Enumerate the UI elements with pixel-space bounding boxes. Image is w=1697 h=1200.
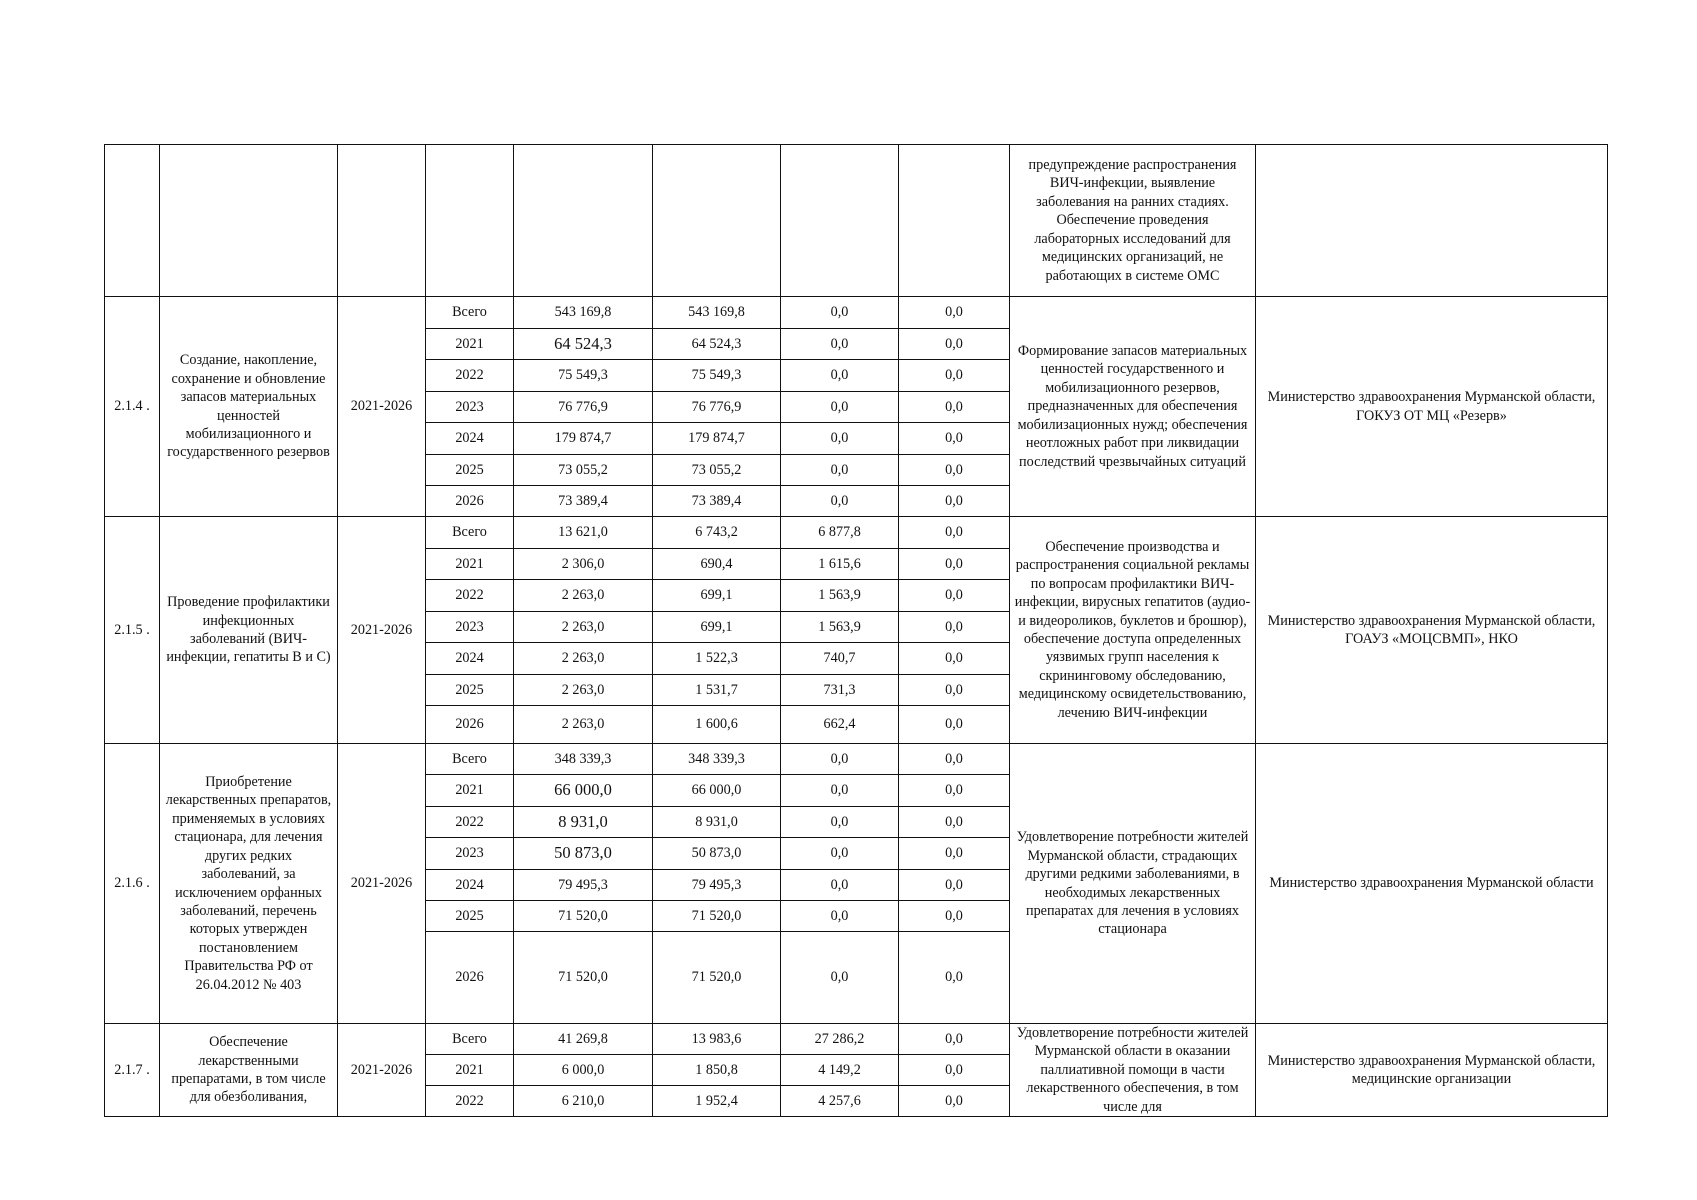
- year-cell: 2022: [426, 580, 514, 612]
- funding-cell: 0,0: [899, 643, 1010, 675]
- empty-cell: [653, 145, 781, 297]
- year-cell: 2026: [426, 486, 514, 517]
- funding-cell: 71 520,0: [653, 932, 781, 1024]
- total-cell: 66 000,0: [514, 775, 653, 807]
- expected-result: Удовлетворение потребности жителей Мурманской области в оказании паллиативной помощи в части лекарственного обеспечения, в том числе для: [1010, 1024, 1256, 1117]
- funding-cell: 0,0: [899, 838, 1010, 870]
- total-cell: 13 621,0: [514, 517, 653, 549]
- funding-cell: 0,0: [899, 360, 1010, 392]
- activity-name: Обеспечение лекарственными препаратами, в том числе для обезболивания,: [160, 1024, 338, 1117]
- funding-cell: 0,0: [899, 423, 1010, 455]
- funding-cell: 179 874,7: [653, 423, 781, 455]
- year-cell: 2025: [426, 675, 514, 706]
- funding-cell: 0,0: [899, 932, 1010, 1024]
- empty-cell: [105, 145, 160, 297]
- expected-result: предупреждение распространения ВИЧ-инфекции, выявление заболевания на ранних стадиях. Обеспечение проведения лабораторных исследований для медицинских организаций, не работающих в системе ОМС: [1010, 145, 1256, 297]
- table-row: [105, 517, 1608, 549]
- funding-cell: 73 389,4: [653, 486, 781, 517]
- year-cell: Всего: [426, 297, 514, 329]
- funding-cell: 1 563,9: [781, 580, 899, 612]
- funding-cell: 1 600,6: [653, 706, 781, 744]
- funding-cell: 71 520,0: [653, 901, 781, 932]
- funding-cell: 0,0: [899, 744, 1010, 775]
- funding-cell: 0,0: [899, 297, 1010, 329]
- funding-cell: 699,1: [653, 612, 781, 643]
- period: 2021-2026: [338, 1024, 426, 1117]
- year-cell: 2024: [426, 870, 514, 901]
- funding-cell: 0,0: [899, 580, 1010, 612]
- period: 2021-2026: [338, 744, 426, 1024]
- funding-cell: 0,0: [781, 775, 899, 807]
- funding-cell: 50 873,0: [653, 838, 781, 870]
- total-cell: 75 549,3: [514, 360, 653, 392]
- funding-cell: 0,0: [899, 1086, 1010, 1117]
- funding-cell: 1 952,4: [653, 1086, 781, 1117]
- funding-cell: 0,0: [899, 870, 1010, 901]
- empty-cell: [160, 145, 338, 297]
- total-cell: 6 000,0: [514, 1055, 653, 1086]
- funding-cell: 0,0: [899, 1024, 1010, 1055]
- funding-cell: 0,0: [781, 455, 899, 486]
- total-cell: 2 263,0: [514, 580, 653, 612]
- funding-cell: 0,0: [899, 675, 1010, 706]
- funding-cell: 73 055,2: [653, 455, 781, 486]
- funding-cell: 662,4: [781, 706, 899, 744]
- total-cell: 71 520,0: [514, 901, 653, 932]
- funding-cell: 0,0: [781, 870, 899, 901]
- funding-cell: 543 169,8: [653, 297, 781, 329]
- funding-cell: 0,0: [781, 486, 899, 517]
- empty-cell: [338, 145, 426, 297]
- total-cell: 2 263,0: [514, 643, 653, 675]
- year-cell: 2026: [426, 932, 514, 1024]
- table-row: [105, 744, 1608, 775]
- total-cell: 64 524,3: [514, 329, 653, 360]
- year-cell: 2025: [426, 901, 514, 932]
- total-cell: 41 269,8: [514, 1024, 653, 1055]
- year-cell: 2023: [426, 612, 514, 643]
- executor: Министерство здравоохранения Мурманской области, ГОКУЗ ОТ МЦ «Резерв»: [1256, 297, 1608, 517]
- funding-cell: 0,0: [781, 838, 899, 870]
- total-cell: 179 874,7: [514, 423, 653, 455]
- funding-cell: 0,0: [899, 455, 1010, 486]
- funding-cell: 8 931,0: [653, 807, 781, 838]
- year-cell: 2026: [426, 706, 514, 744]
- total-cell: 6 210,0: [514, 1086, 653, 1117]
- executor: Министерство здравоохранения Мурманской области, медицинские организации: [1256, 1024, 1608, 1117]
- funding-cell: 75 549,3: [653, 360, 781, 392]
- funding-cell: 740,7: [781, 643, 899, 675]
- funding-cell: 0,0: [899, 901, 1010, 932]
- funding-cell: 66 000,0: [653, 775, 781, 807]
- funding-cell: 76 776,9: [653, 392, 781, 423]
- funding-cell: 0,0: [899, 517, 1010, 549]
- total-cell: 543 169,8: [514, 297, 653, 329]
- funding-cell: 0,0: [781, 392, 899, 423]
- funding-cell: 4 149,2: [781, 1055, 899, 1086]
- total-cell: 71 520,0: [514, 932, 653, 1024]
- total-cell: 2 263,0: [514, 675, 653, 706]
- year-cell: 2021: [426, 775, 514, 807]
- funding-cell: 4 257,6: [781, 1086, 899, 1117]
- funding-cell: 0,0: [781, 297, 899, 329]
- funding-cell: 0,0: [781, 423, 899, 455]
- executor: Министерство здравоохранения Мурманской области: [1256, 744, 1608, 1024]
- total-cell: 76 776,9: [514, 392, 653, 423]
- expected-result: Обеспечение производства и распространения социальной рекламы по вопросам профилактики ВИЧ-инфекции, вирусных гепатитов (аудио- и видеороликов, буклетов и брошюр), обеспечение доступа определенных уязвимых групп населения к скрининговому обследованию, медицинскому освидетельствованию, лечению ВИЧ-инфекции: [1010, 517, 1256, 744]
- funding-cell: 1 615,6: [781, 549, 899, 580]
- year-cell: 2022: [426, 807, 514, 838]
- year-cell: 2023: [426, 392, 514, 423]
- period: 2021-2026: [338, 297, 426, 517]
- funding-cell: 0,0: [899, 1055, 1010, 1086]
- funding-cell: 348 339,3: [653, 744, 781, 775]
- year-cell: Всего: [426, 744, 514, 775]
- funding-cell: 699,1: [653, 580, 781, 612]
- funding-cell: 1 850,8: [653, 1055, 781, 1086]
- activity-name: Проведение профилактики инфекционных заболеваний (ВИЧ-инфекции, гепатиты В и С): [160, 517, 338, 744]
- funding-cell: 6 743,2: [653, 517, 781, 549]
- year-cell: 2023: [426, 838, 514, 870]
- item-number: 2.1.5 .: [105, 517, 160, 744]
- activity-name: Приобретение лекарственных препаратов, применяемых в условиях стационара, для лечения других редких заболеваний, за исключением орфанных заболеваний, перечень которых утвержден постановлением Правительства РФ от 26.04.2012 № 403: [160, 744, 338, 1024]
- funding-cell: 0,0: [899, 612, 1010, 643]
- total-cell: 348 339,3: [514, 744, 653, 775]
- item-number: 2.1.7 .: [105, 1024, 160, 1117]
- total-cell: 2 306,0: [514, 549, 653, 580]
- item-number: 2.1.6 .: [105, 744, 160, 1024]
- expected-result: Формирование запасов материальных ценностей государственного и мобилизационного резервов, предназначенных для обеспечения мобилизационных нужд; обеспечения неотложных работ при ликвидации последствий чрезвычайных ситуаций: [1010, 297, 1256, 517]
- year-cell: Всего: [426, 517, 514, 549]
- year-cell: 2022: [426, 360, 514, 392]
- funding-cell: 0,0: [781, 901, 899, 932]
- funding-cell: 64 524,3: [653, 329, 781, 360]
- year-cell: Всего: [426, 1024, 514, 1055]
- expected-result: Удовлетворение потребности жителей Мурманской области, страдающих другими редкими заболеваниями, в необходимых лекарственных препаратах для лечения в условиях стационара: [1010, 744, 1256, 1024]
- year-cell: 2021: [426, 1055, 514, 1086]
- funding-cell: 6 877,8: [781, 517, 899, 549]
- continuation-row: [105, 145, 1608, 297]
- funding-cell: 0,0: [899, 775, 1010, 807]
- year-cell: 2021: [426, 329, 514, 360]
- year-cell: 2022: [426, 1086, 514, 1117]
- funding-cell: 1 563,9: [781, 612, 899, 643]
- year-cell: 2025: [426, 455, 514, 486]
- funding-cell: 0,0: [781, 360, 899, 392]
- total-cell: 79 495,3: [514, 870, 653, 901]
- funding-cell: 0,0: [899, 392, 1010, 423]
- total-cell: 73 055,2: [514, 455, 653, 486]
- year-cell: 2024: [426, 423, 514, 455]
- total-cell: 2 263,0: [514, 706, 653, 744]
- empty-cell: [426, 145, 514, 297]
- total-cell: 2 263,0: [514, 612, 653, 643]
- funding-cell: 0,0: [899, 486, 1010, 517]
- funding-cell: 1 522,3: [653, 643, 781, 675]
- funding-cell: 0,0: [899, 549, 1010, 580]
- funding-cell: 79 495,3: [653, 870, 781, 901]
- empty-cell: [514, 145, 653, 297]
- funding-cell: 27 286,2: [781, 1024, 899, 1055]
- funding-cell: 1 531,7: [653, 675, 781, 706]
- empty-cell: [1256, 145, 1608, 297]
- funding-cell: 13 983,6: [653, 1024, 781, 1055]
- year-cell: 2021: [426, 549, 514, 580]
- year-cell: 2024: [426, 643, 514, 675]
- funding-cell: 731,3: [781, 675, 899, 706]
- funding-cell: 0,0: [899, 329, 1010, 360]
- funding-cell: 0,0: [781, 329, 899, 360]
- funding-cell: 690,4: [653, 549, 781, 580]
- table-row: [105, 1024, 1608, 1055]
- empty-cell: [781, 145, 899, 297]
- funding-cell: 0,0: [781, 744, 899, 775]
- total-cell: 50 873,0: [514, 838, 653, 870]
- funding-cell: 0,0: [899, 807, 1010, 838]
- activity-name: Создание, накопление, сохранение и обновление запасов материальных ценностей мобилизационного и государственного резервов: [160, 297, 338, 517]
- funding-cell: 0,0: [899, 706, 1010, 744]
- funding-cell: 0,0: [781, 932, 899, 1024]
- item-number: 2.1.4 .: [105, 297, 160, 517]
- total-cell: 8 931,0: [514, 807, 653, 838]
- executor: Министерство здравоохранения Мурманской области, ГОАУЗ «МОЦСВМП», НКО: [1256, 517, 1608, 744]
- empty-cell: [899, 145, 1010, 297]
- period: 2021-2026: [338, 517, 426, 744]
- program-activities-table: [104, 144, 1608, 1117]
- total-cell: 73 389,4: [514, 486, 653, 517]
- table-row: [105, 297, 1608, 329]
- funding-cell: 0,0: [781, 807, 899, 838]
